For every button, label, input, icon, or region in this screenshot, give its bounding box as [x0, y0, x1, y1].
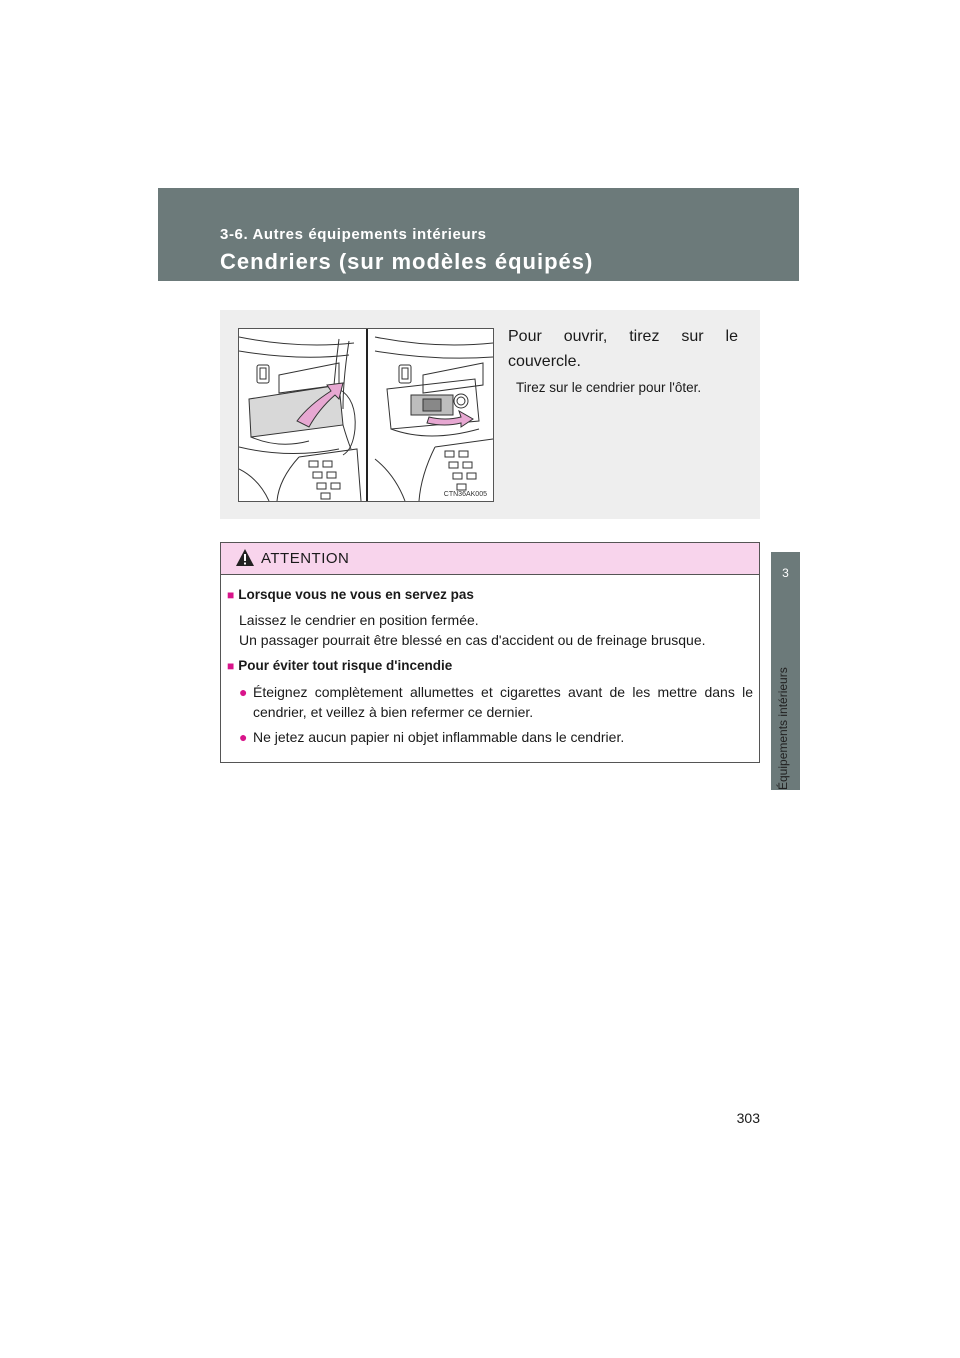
ashtray-illustration	[238, 328, 494, 502]
section-label: 3-6. Autres équipements intérieurs	[220, 226, 487, 243]
warning-line: Un passager pourrait être blessé en cas d'accident ou de freinage brusque.	[239, 632, 706, 648]
warning-line: Laissez le cendrier en position fermée.	[239, 612, 479, 628]
warning-heading-not-in-use	[227, 587, 474, 602]
circle-bullet-icon: ●	[239, 729, 248, 745]
warning-bullet	[239, 727, 753, 747]
chapter-number: 3	[782, 566, 789, 580]
warning-bullet-text: Ne jetez aucun papier ni objet inflammable dans le cendrier.	[253, 729, 625, 745]
page-number: 303	[736, 1110, 760, 1126]
figure-code: CTN36AK005	[443, 491, 487, 498]
instruction-box	[220, 310, 760, 519]
warning-header	[221, 543, 759, 575]
instruction-text: Pour ouvrir, tirez sur le couvercle.	[508, 328, 738, 370]
page-title: Cendriers (sur modèles équipés)	[220, 249, 594, 274]
warning-heading-fire	[227, 658, 452, 673]
warning-heading-text: Lorsque vous ne vous en servez pas	[238, 587, 474, 602]
ashtray-diagram	[239, 329, 493, 501]
warning-bullet	[239, 682, 753, 722]
square-bullet-icon: ■	[227, 588, 235, 602]
instruction-note: Tirez sur le cendrier pour l'ôter.	[516, 380, 702, 395]
section-header	[158, 188, 799, 281]
chapter-label: Équipements intérieurs	[776, 667, 790, 790]
warning-box	[220, 542, 760, 763]
warning-bullet-text: Éteignez complètement allumettes et cigarettes avant de les mettre dans le cendrier, et veillez à bien refermer ce dernier.	[253, 684, 753, 720]
circle-bullet-icon: ●	[239, 684, 248, 700]
warning-title: ATTENTION	[261, 550, 350, 567]
square-bullet-icon: ■	[227, 659, 235, 673]
warning-triangle-icon	[235, 548, 255, 567]
warning-heading-text: Pour éviter tout risque d'incendie	[238, 658, 453, 673]
